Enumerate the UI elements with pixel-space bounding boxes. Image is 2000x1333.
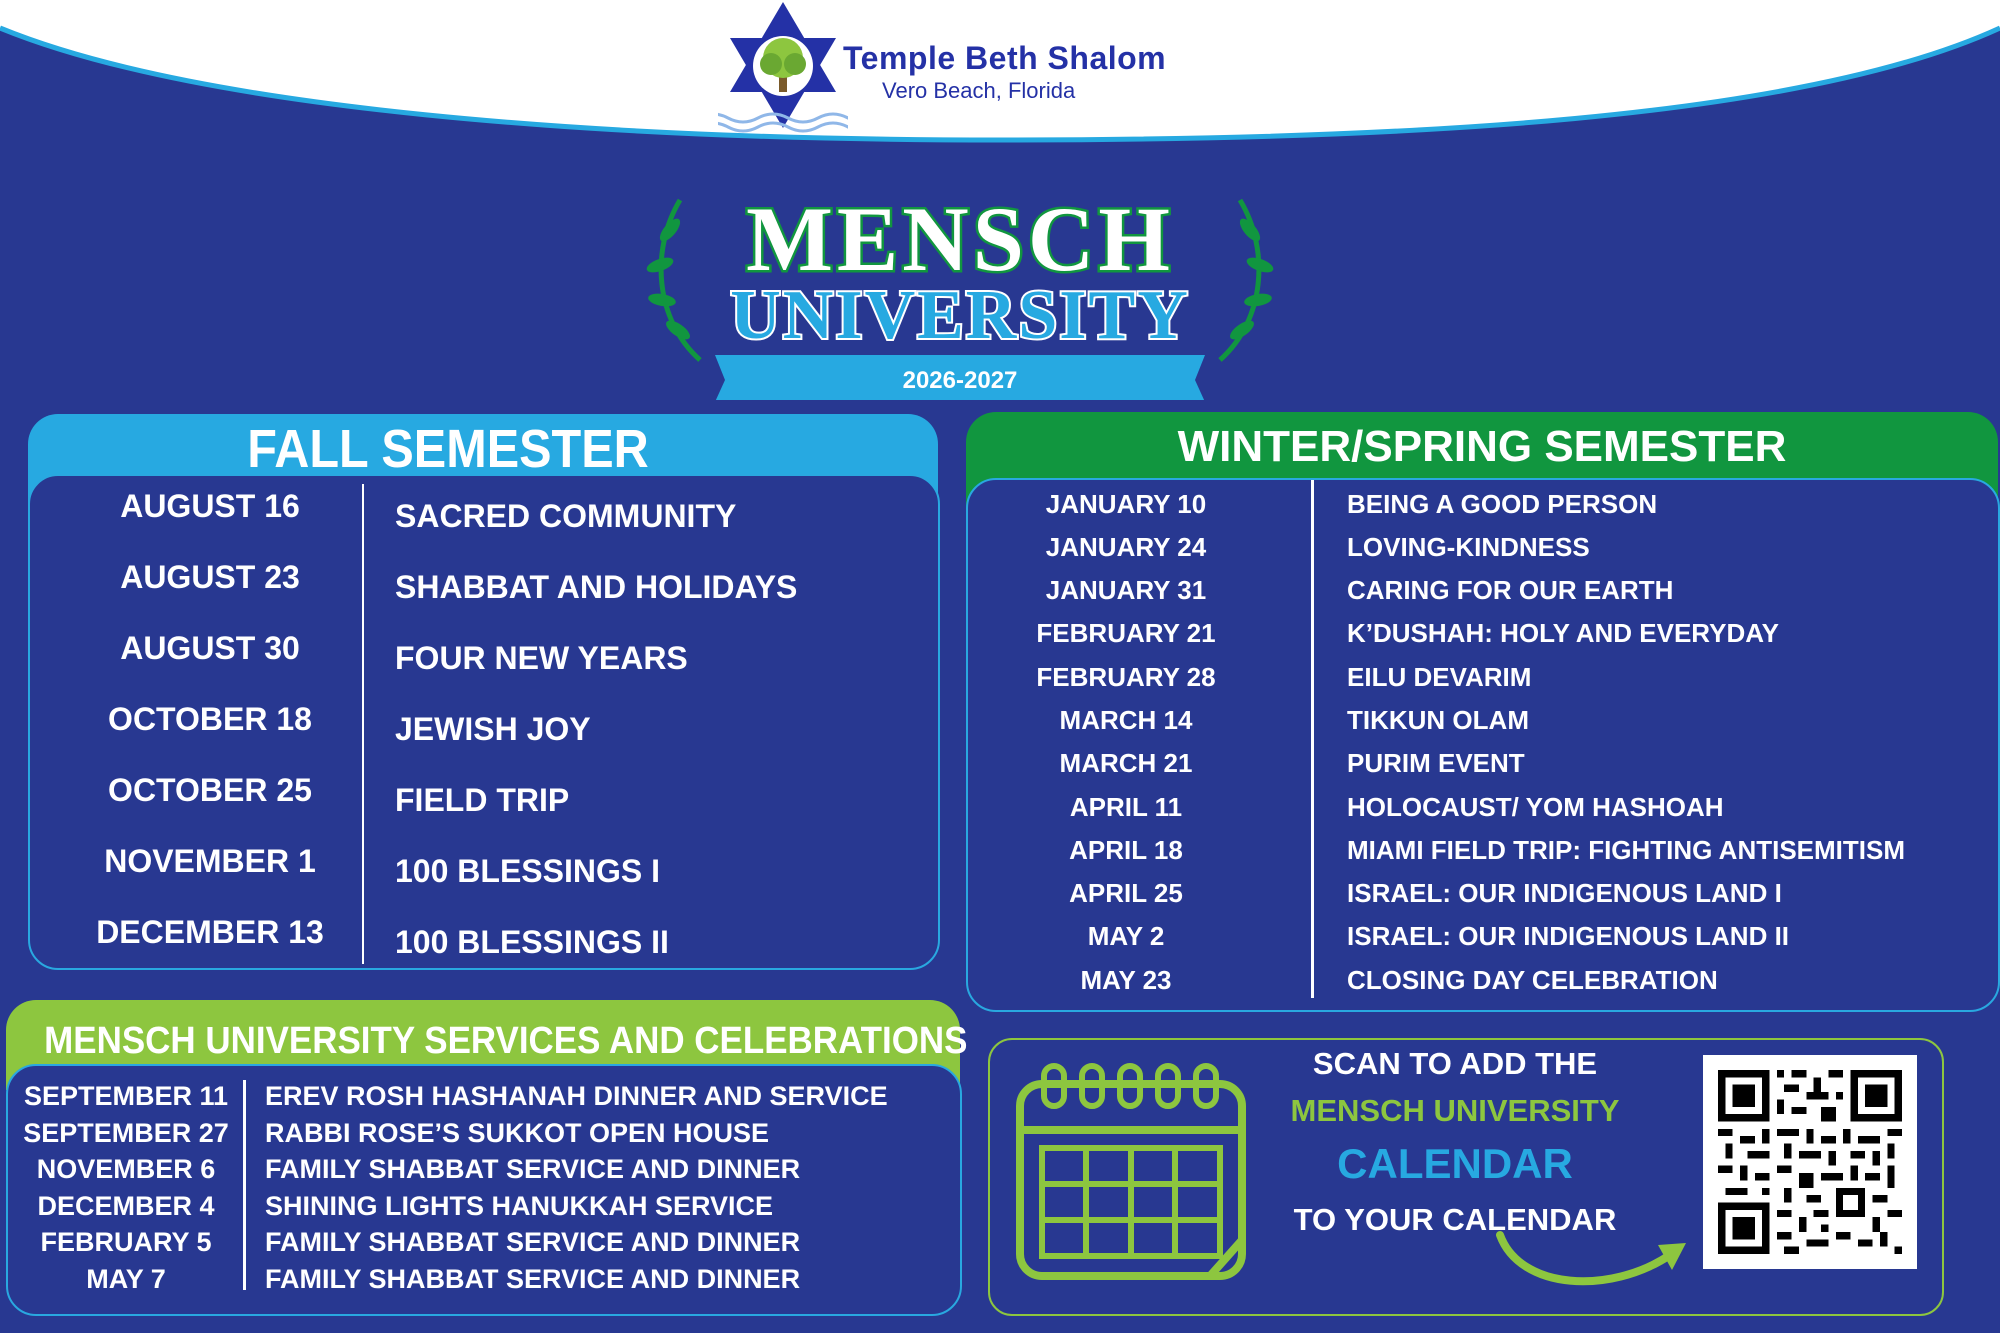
service-date: SEPTEMBER 27 (23, 1118, 229, 1148)
winter-topic: HOLOCAUST/ YOM HASHOAH (1347, 792, 1724, 822)
fall-date: AUGUST 30 (120, 630, 300, 666)
winter-spring-semester-title: WINTER/SPRING SEMESTER (1177, 422, 1787, 471)
service-event: FAMILY SHABBAT SERVICE AND DINNER (265, 1227, 801, 1257)
emblem-title-mensch: MENSCH (746, 188, 1174, 290)
fall-date: OCTOBER 25 (108, 772, 312, 808)
winter-date: JANUARY 24 (1045, 532, 1207, 562)
winter-date: FEBRUARY 21 (1036, 618, 1216, 648)
fall-topic: SHABBAT AND HOLIDAYS (395, 569, 798, 605)
fall-topic: 100 BLESSINGS I (395, 853, 660, 889)
winter-topic: K’DUSHAH: HOLY AND EVERYDAY (1347, 618, 1779, 648)
winter-date: APRIL 11 (1069, 792, 1183, 822)
winter-topic: LOVING-KINDNESS (1347, 532, 1590, 562)
calendar-icon (1014, 1060, 1248, 1282)
winter-date: APRIL 18 (1069, 835, 1183, 865)
winter-date: APRIL 25 (1069, 878, 1183, 908)
service-event: FAMILY SHABBAT SERVICE AND DINNER (265, 1264, 801, 1294)
winter-topic: MIAMI FIELD TRIP: FIGHTING ANTISEMITISM (1347, 835, 1905, 865)
service-event: SHINING LIGHTS HANUKKAH SERVICE (265, 1191, 774, 1221)
services-title: MENSCH UNIVERSITY SERVICES AND CELEBRATIONS (44, 1020, 968, 1062)
scan-line-1: SCAN TO ADD THE (1312, 1046, 1598, 1081)
winter-topic: TIKKUN OLAM (1347, 705, 1529, 735)
fall-semester-title: FALL SEMESTER (247, 419, 649, 479)
winter-topic: EILU DEVARIM (1347, 662, 1532, 692)
service-event: RABBI ROSE’S SUKKOT OPEN HOUSE (265, 1118, 770, 1148)
winter-date: MAY 2 (1087, 921, 1165, 951)
fall-topic: 100 BLESSINGS II (395, 924, 669, 960)
fall-topic: JEWISH JOY (395, 711, 591, 747)
org-name: Temple Beth Shalom (843, 40, 1167, 76)
winter-date: MARCH 14 (1059, 705, 1193, 735)
emblem-year: 2026-2027 (902, 367, 1018, 394)
service-date: DECEMBER 4 (37, 1191, 215, 1221)
winter-date: MAY 23 (1080, 965, 1172, 995)
winter-divider (1311, 480, 1314, 998)
service-event: FAMILY SHABBAT SERVICE AND DINNER (265, 1154, 801, 1184)
fall-divider (362, 484, 364, 964)
winter-topic: CARING FOR OUR EARTH (1347, 575, 1674, 605)
service-date: SEPTEMBER 11 (23, 1081, 229, 1111)
winter-date: JANUARY 31 (1045, 575, 1207, 605)
fall-date: AUGUST 16 (120, 488, 300, 524)
qr-code-icon[interactable] (1718, 1070, 1902, 1254)
service-date: MAY 7 (86, 1264, 166, 1294)
service-date: FEBRUARY 5 (40, 1227, 212, 1257)
fall-date: AUGUST 23 (120, 559, 300, 595)
emblem-title-university: UNIVERSITY (730, 277, 1190, 354)
winter-topic: PURIM EVENT (1347, 748, 1525, 778)
winter-date: FEBRUARY 28 (1036, 662, 1216, 692)
winter-topic: ISRAEL: OUR INDIGENOUS LAND II (1347, 921, 1790, 951)
scan-line-3: CALENDAR (1337, 1140, 1573, 1187)
scan-line-4: TO YOUR CALENDAR (1293, 1202, 1617, 1237)
star-of-david-logo-icon (718, 0, 848, 135)
service-event: EREV ROSH HASHANAH DINNER AND SERVICE (265, 1081, 888, 1111)
winter-date: JANUARY 10 (1045, 489, 1207, 519)
fall-date: OCTOBER 18 (108, 701, 312, 737)
winter-date: MARCH 21 (1059, 748, 1193, 778)
service-date: NOVEMBER 6 (36, 1154, 216, 1184)
winter-topic: ISRAEL: OUR INDIGENOUS LAND I (1347, 878, 1782, 908)
fall-date: NOVEMBER 1 (104, 843, 316, 879)
mensch-university-emblem (640, 170, 1280, 400)
fall-topic: FOUR NEW YEARS (395, 640, 688, 676)
scan-line-2: MENSCH UNIVERSITY (1290, 1093, 1620, 1128)
org-location: Vero Beach, Florida (882, 78, 1076, 103)
fall-topic: SACRED COMMUNITY (395, 498, 737, 534)
curved-arrow-icon (1490, 1215, 1690, 1295)
fall-topic: FIELD TRIP (395, 782, 570, 818)
fall-date: DECEMBER 13 (96, 914, 324, 950)
winter-topic: CLOSING DAY CELEBRATION (1347, 965, 1718, 995)
winter-topic: BEING A GOOD PERSON (1347, 489, 1658, 519)
services-divider (243, 1080, 246, 1290)
